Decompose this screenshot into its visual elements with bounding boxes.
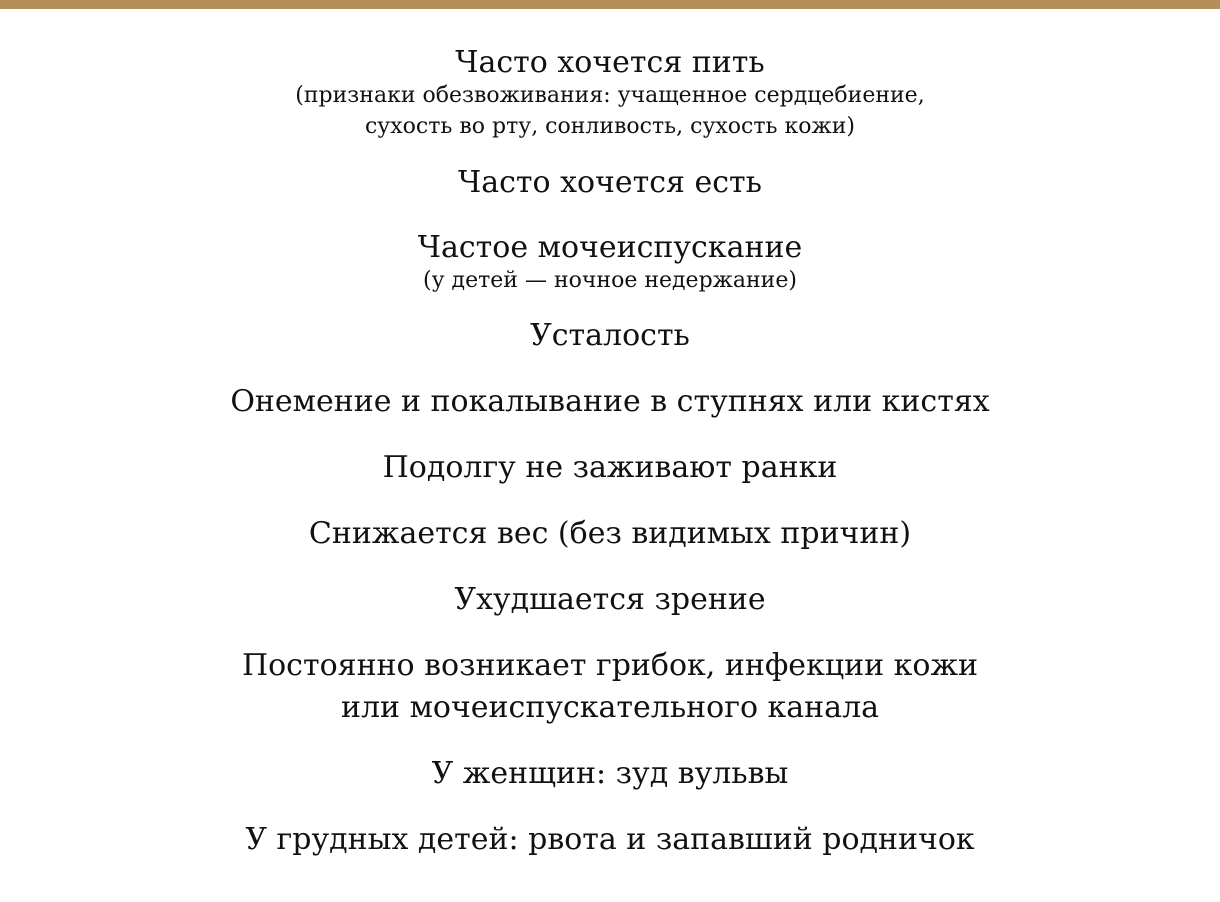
symptom-title: Часто хочется есть xyxy=(458,165,762,200)
symptom-note: (у детей — ночное недержание) xyxy=(423,268,797,293)
symptom-hunger xyxy=(0,162,1220,204)
symptom-numbness xyxy=(0,381,1220,423)
symptom-title: Частое мочеиспускание xyxy=(417,230,803,265)
symptom-note: (признаки обезвоживания: учащенное сердцебиение, сухость во рту, сонливость, сухость кожи) xyxy=(295,83,925,139)
symptom-vision xyxy=(0,579,1220,621)
symptom-title: Постоянно возникает грибок, инфекции кожи или мочеиспускательного канала xyxy=(241,648,979,725)
symptom-infections xyxy=(0,645,1220,729)
symptom-thirst xyxy=(0,42,1220,142)
symptom-title: У женщин: зуд вульвы xyxy=(431,756,789,791)
symptom-title: Часто хочется пить xyxy=(455,45,765,80)
symptom-title: Ухудшается зрение xyxy=(454,582,766,617)
top-accent-bar xyxy=(0,0,1220,9)
symptom-infants xyxy=(0,819,1220,861)
symptom-title: Снижается вес (без видимых причин) xyxy=(308,516,912,551)
symptom-weight-loss xyxy=(0,513,1220,555)
symptom-title: У грудных детей: рвота и запавший родничок xyxy=(245,822,975,857)
symptom-title: Онемение и покалывание в ступнях или кистях xyxy=(230,384,990,419)
symptom-urination xyxy=(0,227,1220,296)
symptom-fatigue xyxy=(0,315,1220,357)
symptom-title: Усталость xyxy=(530,318,690,353)
symptom-slow-healing xyxy=(0,447,1220,489)
symptom-title: Подолгу не заживают ранки xyxy=(382,450,838,485)
symptom-women-itch xyxy=(0,753,1220,795)
